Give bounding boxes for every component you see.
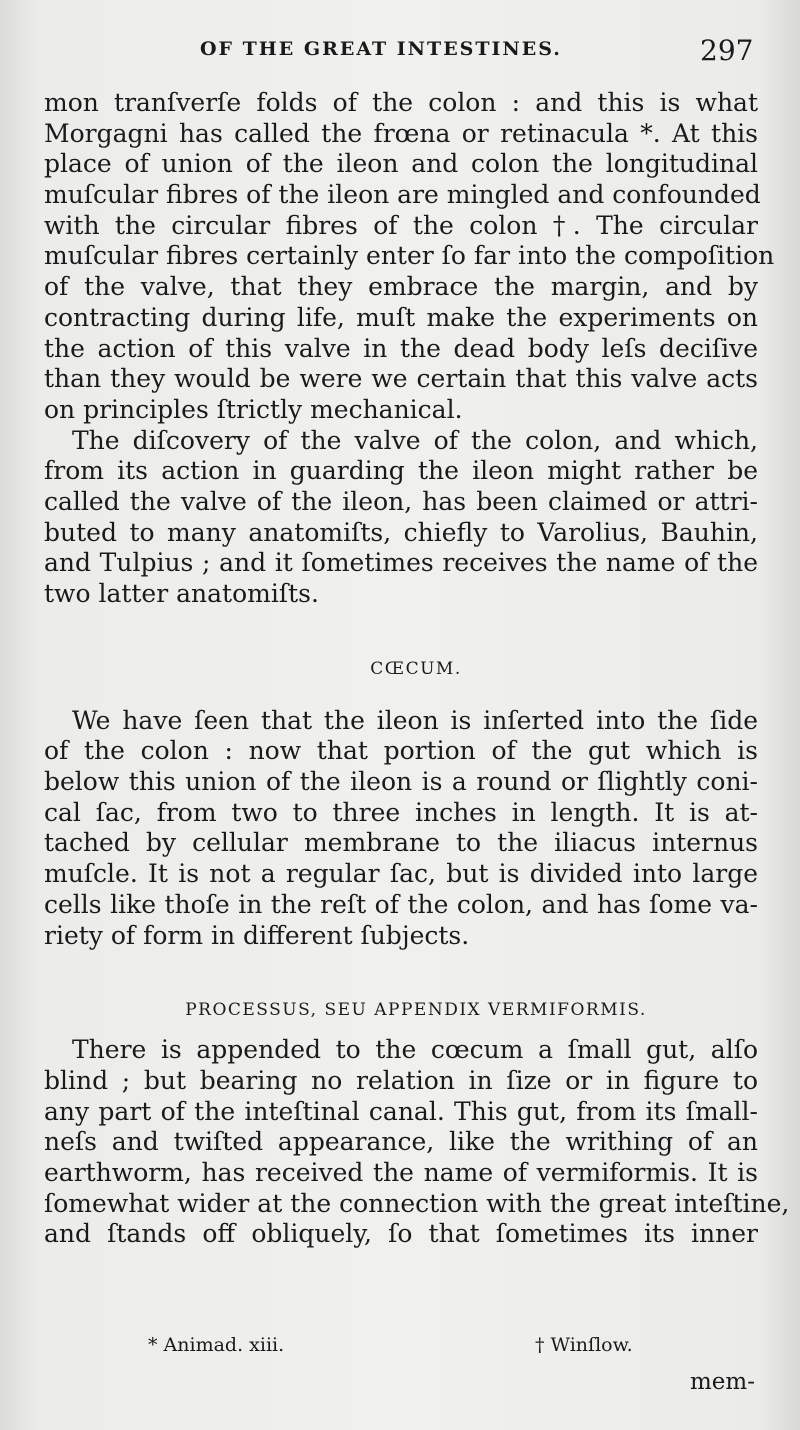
paragraph-appendix	[44, 1035, 790, 1250]
text-line: of the valve, that they embrace the margin, and by	[44, 272, 758, 302]
page-number: 297	[700, 34, 754, 67]
text-line: the action of this valve in the dead body leſs deciſive	[44, 333, 758, 363]
text-line: Morgagni has called the frœna or retinacula *. At this	[44, 118, 758, 148]
footnote-animad: * Animad. xiii.	[148, 1334, 285, 1356]
text-line: mon tranſverſe folds of the colon : and this is what	[44, 88, 758, 117]
text-line: There is appended to the cœcum a ſmall gut, alſo	[72, 1035, 758, 1065]
text-line: neſs and twiſted appearance, like the writhing of an	[44, 1127, 758, 1157]
text-line: cells like thoſe in the reſt of the colon, and has ſome va-	[44, 889, 758, 919]
text-line: than they would be were we certain that this valve acts	[44, 364, 758, 394]
text-line: from its action in guarding the ileon might rather be	[44, 456, 758, 486]
text-line: muſcular fibres of the ileon are mingled and confounded	[44, 180, 761, 210]
paragraph-coecum	[44, 706, 758, 952]
text-line: any part of the inteſtinal canal. This gut, from its ſmall-	[44, 1096, 758, 1126]
text-line: We have ſeen that the ileon is inſerted into the ſide	[72, 705, 758, 735]
section-heading-coecum: CŒCUM.	[370, 658, 462, 679]
text-line: riety of form in different ſubjects.	[44, 920, 470, 950]
text-line: on principles ſtrictly mechanical.	[44, 394, 463, 424]
text-line: blind ; but bearing no relation in ſize or in figure to	[44, 1065, 758, 1095]
text-line: two latter anatomiſts.	[44, 579, 319, 608]
text-line: contracting during life, muſt make the experiments on	[44, 302, 758, 332]
text-line: tached by cellular membrane to the iliacus internus	[44, 828, 758, 858]
text-line: muſcular fibres certainly enter ſo far into the compoſition	[44, 241, 775, 271]
footnote-winslow: † Winſlow.	[535, 1334, 633, 1356]
catchword: mem-	[690, 1369, 756, 1395]
text-line: of the colon : now that portion of the gut which is	[44, 736, 758, 766]
text-line: muſcle. It is not a regular ſac, but is divided into large	[44, 859, 758, 889]
text-line: buted to many anatomiſts, chiefly to Varolius, Bauhin,	[44, 517, 758, 547]
paragraph-valve-fibres	[44, 88, 775, 426]
text-line: earthworm, has received the name of vermiformis. It is	[44, 1157, 758, 1187]
text-line: below this union of the ileon is a round or ſlightly coni-	[44, 767, 758, 797]
footnotes	[0, 1334, 800, 1374]
text-line: with the circular fibres of the colon †. The circular	[44, 210, 758, 240]
page-body	[44, 88, 790, 1250]
text-line: ſomewhat wider at the connection with the great inteſtine,	[44, 1188, 790, 1218]
text-line: The diſcovery of the valve of the colon, and which,	[72, 425, 758, 455]
text-line: place of union of the ileon and colon the longitudinal	[44, 149, 758, 179]
paragraph-valve-discovery	[44, 426, 758, 610]
text-line: cal ſac, from two to three inches in length. It is at-	[44, 797, 758, 827]
text-line: and ſtands off obliquely, ſo that ſometimes its inner	[44, 1219, 758, 1249]
text-line: called the valve of the ileon, has been claimed or attri-	[44, 486, 758, 516]
section-heading-processus: PROCESSUS, SEU APPENDIX VERMIFORMIS.	[185, 1000, 647, 1021]
running-head	[0, 34, 800, 74]
text-line: and Tulpius ; and it ſometimes receives the name of the	[44, 548, 758, 578]
running-title: OF THE GREAT INTESTINES.	[200, 38, 562, 60]
